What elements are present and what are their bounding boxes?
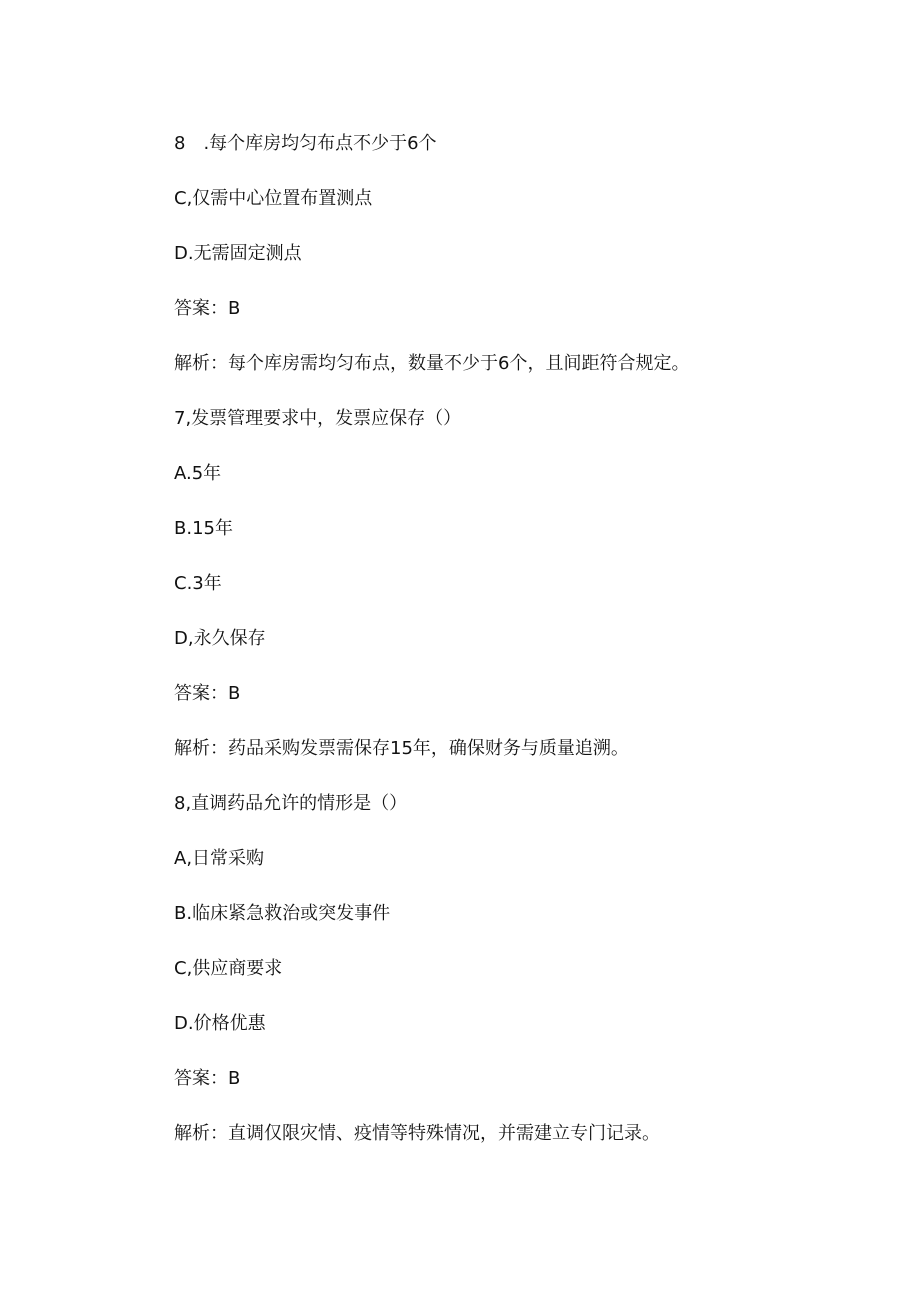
question-option-line: B.15年 <box>174 518 233 539</box>
question-option-line: C,仅需中心位置布置测点 <box>174 188 373 209</box>
answer-line: 答案：B <box>174 298 241 319</box>
answer-line: 答案：B <box>174 683 241 704</box>
question-option-line: A,日常采购 <box>174 848 265 869</box>
explanation-line: 解析：药品采购发票需保存15年，确保财务与质量追溯。 <box>174 738 629 759</box>
question-option-line: D.无需固定测点 <box>174 243 302 264</box>
question-option-line: D,永久保存 <box>174 628 266 649</box>
question-option-line: D.价格优惠 <box>174 1013 266 1034</box>
explanation-line: 解析：直调仅限灾情、疫情等特殊情况，并需建立专门记录。 <box>174 1123 660 1144</box>
question-option-line: C,供应商要求 <box>174 958 283 979</box>
question-option-line: A.5年 <box>174 463 222 484</box>
question-option-line: 8 .每个库房均匀布点不少于6个 <box>174 133 437 154</box>
question-line: 7,发票管理要求中，发票应保存（） <box>174 408 462 429</box>
explanation-line: 解析：每个库房需均匀布点，数量不少于6个，且间距符合规定。 <box>174 353 690 374</box>
question-option-line: B.临床紧急救治或突发事件 <box>174 903 391 924</box>
question-line: 8,直调药品允许的情形是（） <box>174 793 408 814</box>
question-option-line: C.3年 <box>174 573 222 594</box>
answer-line: 答案：B <box>174 1068 241 1089</box>
